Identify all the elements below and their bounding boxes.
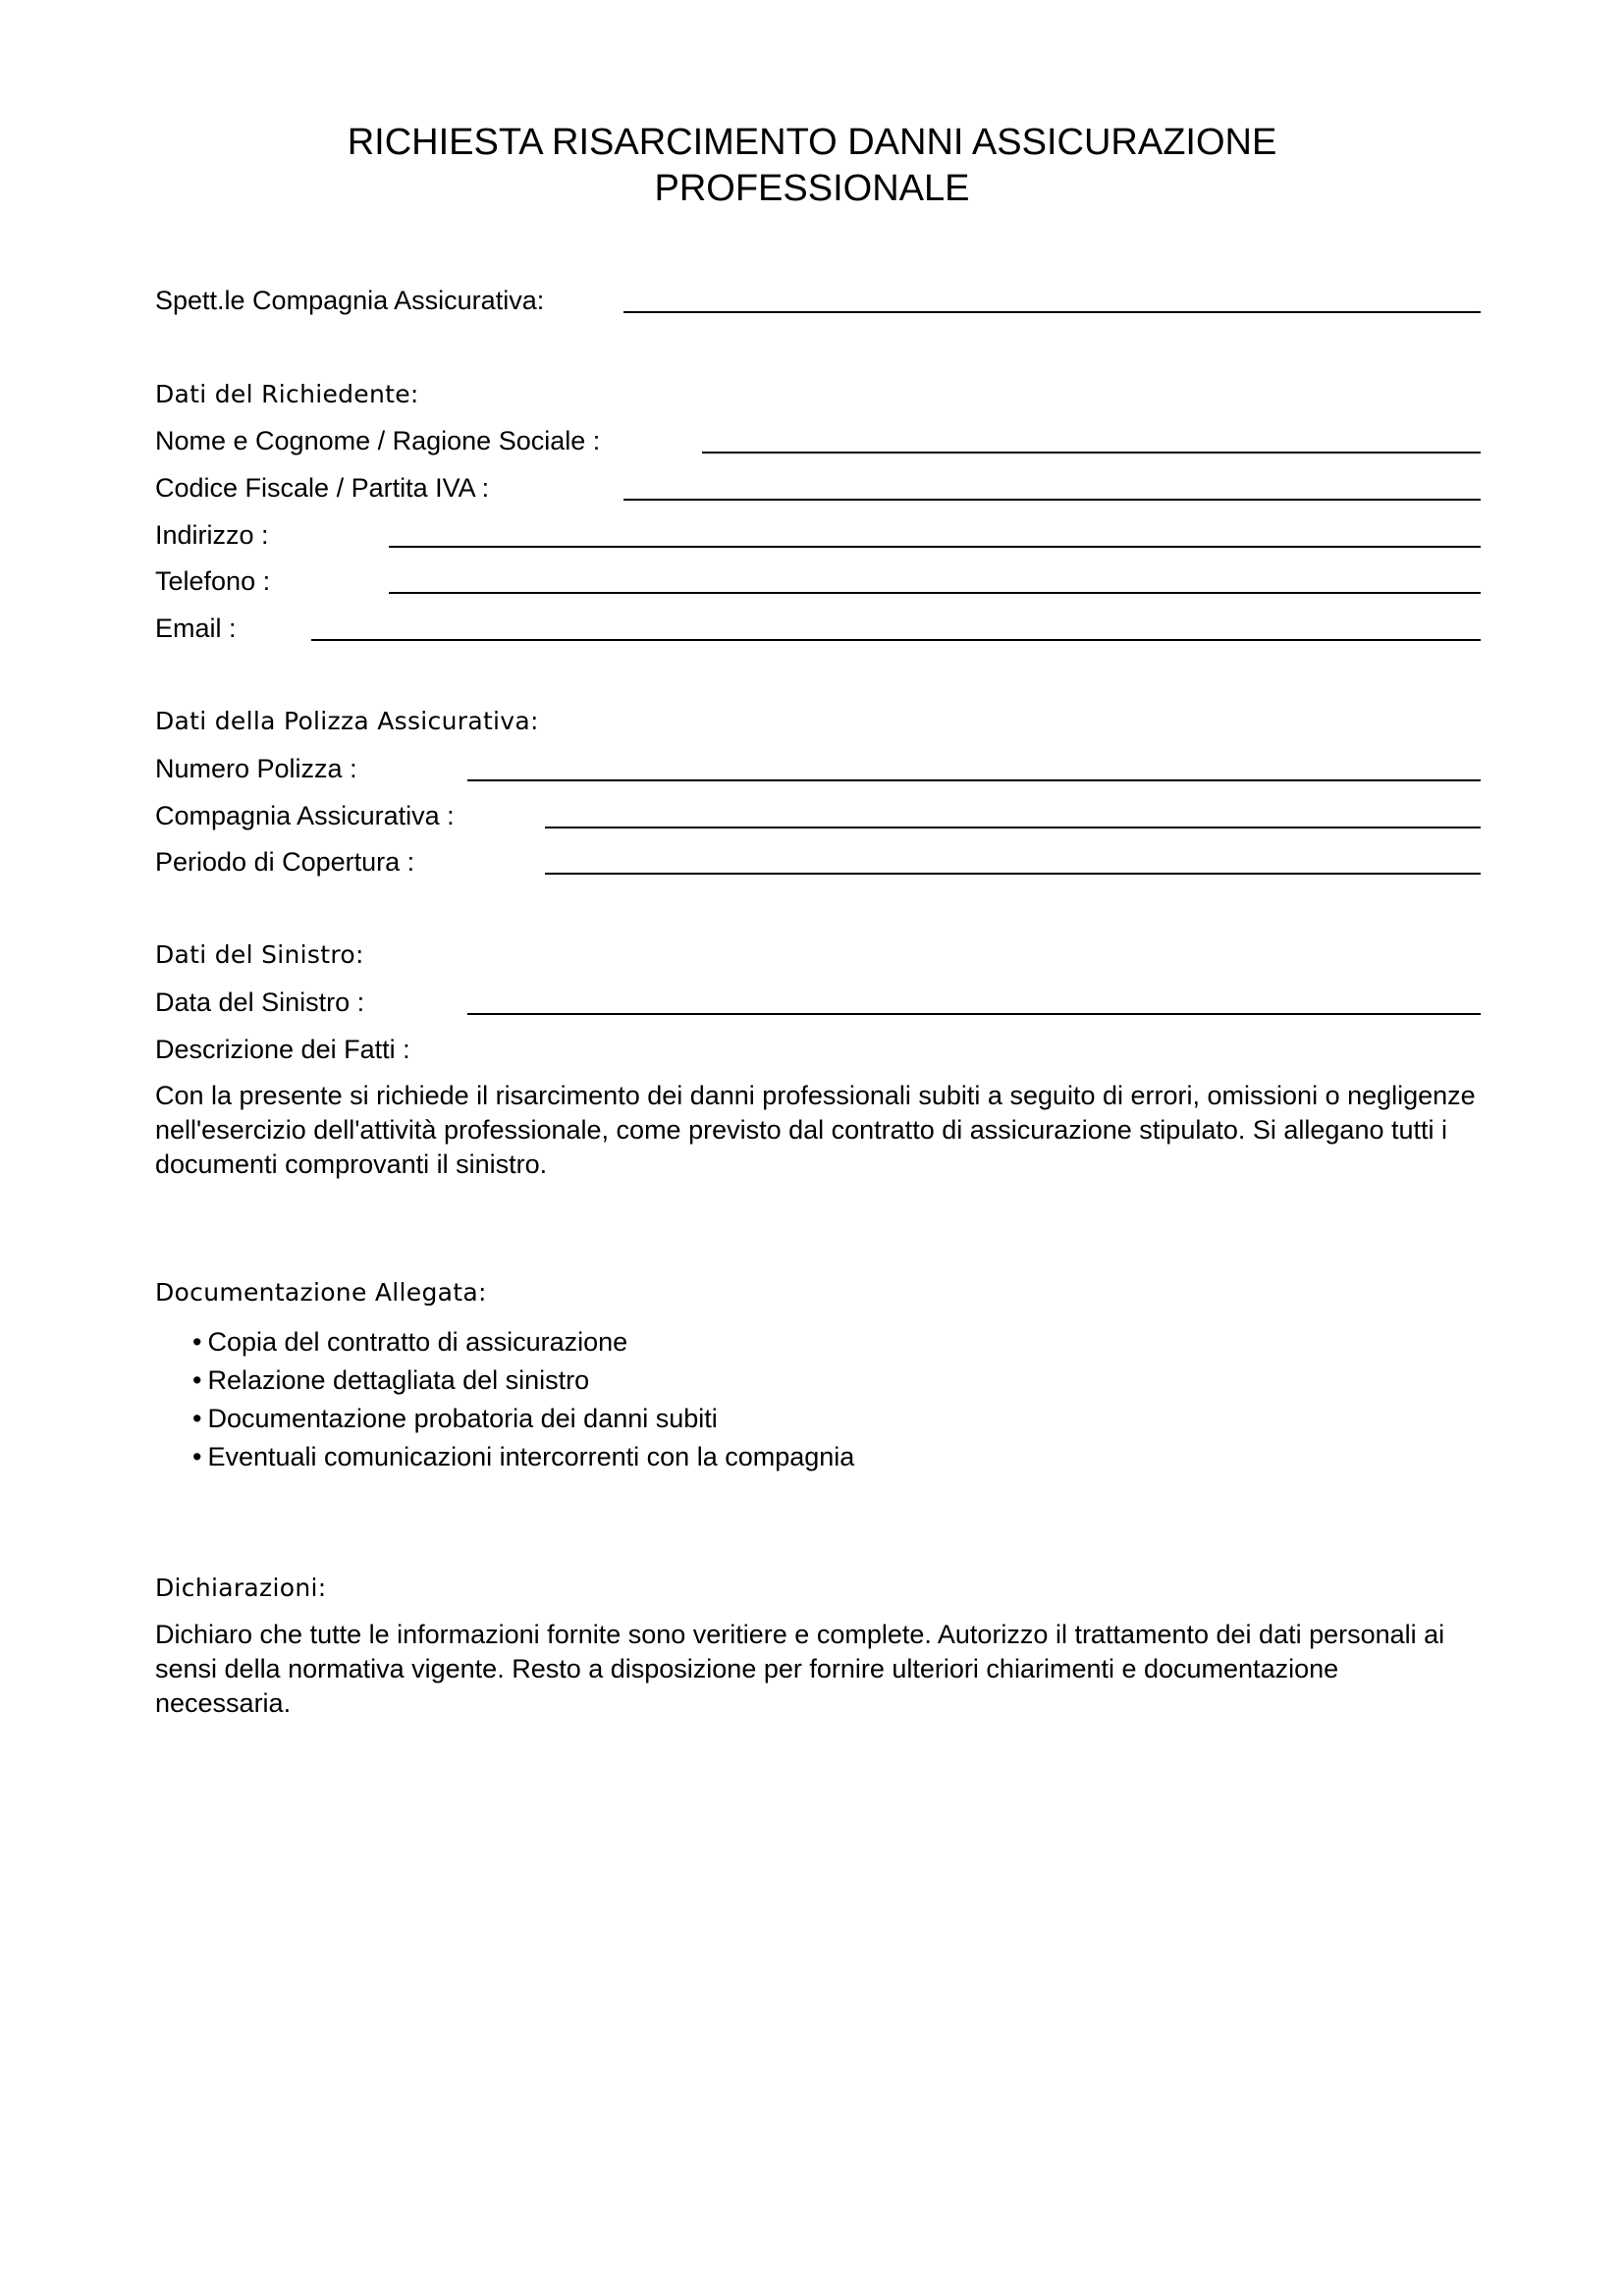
list-item-text: Documentazione probatoria dei danni subiti: [207, 1404, 718, 1433]
policy-period-field[interactable]: [545, 873, 1481, 875]
claim-description-label: Descrizione dei Fatti :: [155, 1035, 410, 1064]
bullet-icon: •: [192, 1365, 202, 1395]
applicant-name-row: [155, 421, 1481, 460]
applicant-address-field[interactable]: [389, 546, 1481, 548]
claim-description-row: [155, 1030, 1481, 1069]
recipient-field[interactable]: [623, 311, 1481, 313]
policy-company-label: Compagnia Assicurativa :: [155, 801, 455, 830]
policy-number-row: [155, 749, 1481, 788]
list-item-text: Copia del contratto di assicurazione: [207, 1327, 628, 1357]
declarations-text: Dichiaro che tutte le informazioni fornite sono veritiere e complete. Autorizzo il trattamento dei dati personali ai sensi della normativa vigente. Resto a disposizione per fornire ulteriori chiarimenti e documentazione necessaria.: [155, 1620, 1445, 1718]
applicant-phone-row: [155, 561, 1481, 601]
policy-number-label: Numero Polizza :: [155, 754, 357, 783]
page-title-line-2: PROFESSIONALE: [654, 168, 970, 209]
applicant-name-label: Nome e Cognome / Ragione Sociale :: [155, 426, 601, 455]
list-item: [192, 1438, 854, 1476]
list-item-text: Relazione dettagliata del sinistro: [207, 1365, 590, 1395]
applicant-phone-label: Telefono :: [155, 566, 271, 596]
applicant-section-heading: Dati del Richiedente:: [155, 380, 419, 408]
policy-period-label: Periodo di Copertura :: [155, 847, 415, 877]
policy-number-field[interactable]: [467, 779, 1481, 781]
policy-period-row: [155, 842, 1481, 881]
applicant-taxcode-field[interactable]: [623, 499, 1481, 501]
declarations-section-heading: Dichiarazioni:: [155, 1574, 327, 1602]
bullet-icon: •: [192, 1327, 202, 1357]
applicant-email-field[interactable]: [311, 639, 1481, 641]
claim-date-row: [155, 983, 1481, 1022]
policy-company-row: [155, 796, 1481, 835]
applicant-taxcode-label: Codice Fiscale / Partita IVA :: [155, 473, 490, 503]
policy-section-heading: Dati della Polizza Assicurativa:: [155, 707, 539, 735]
list-item: [192, 1323, 854, 1362]
claim-date-field[interactable]: [467, 1013, 1481, 1015]
claim-section-heading: Dati del Sinistro:: [155, 940, 364, 969]
recipient-row: [155, 281, 1481, 320]
claim-description-text: Con la presente si richiede il risarcimento dei danni professionali subiti a seguito di errori, omissioni o negligenze nell'esercizio dell'attività professionale, come previsto dal contratto di assicurazione stipulato. Si allegano tutti i documenti comprovanti il sinistro.: [155, 1081, 1476, 1179]
applicant-email-row: [155, 609, 1481, 648]
recipient-label: Spett.le Compagnia Assicurativa:: [155, 286, 545, 315]
page-title: [0, 120, 1624, 212]
attachments-section-heading: Documentazione Allegata:: [155, 1278, 487, 1307]
applicant-email-label: Email :: [155, 614, 237, 643]
list-item-text: Eventuali comunicazioni intercorrenti con la compagnia: [207, 1442, 855, 1471]
claim-date-label: Data del Sinistro :: [155, 988, 365, 1017]
applicant-address-row: [155, 515, 1481, 555]
policy-company-field[interactable]: [545, 827, 1481, 828]
list-item: [192, 1362, 854, 1400]
applicant-phone-field[interactable]: [389, 592, 1481, 594]
applicant-name-field[interactable]: [702, 452, 1481, 454]
bullet-icon: •: [192, 1404, 202, 1433]
list-item: [192, 1400, 854, 1438]
applicant-address-label: Indirizzo :: [155, 520, 269, 550]
applicant-taxcode-row: [155, 468, 1481, 507]
attachments-list: [192, 1323, 854, 1476]
page-title-line-1: RICHIESTA RISARCIMENTO DANNI ASSICURAZIONE: [347, 122, 1277, 163]
bullet-icon: •: [192, 1442, 202, 1471]
